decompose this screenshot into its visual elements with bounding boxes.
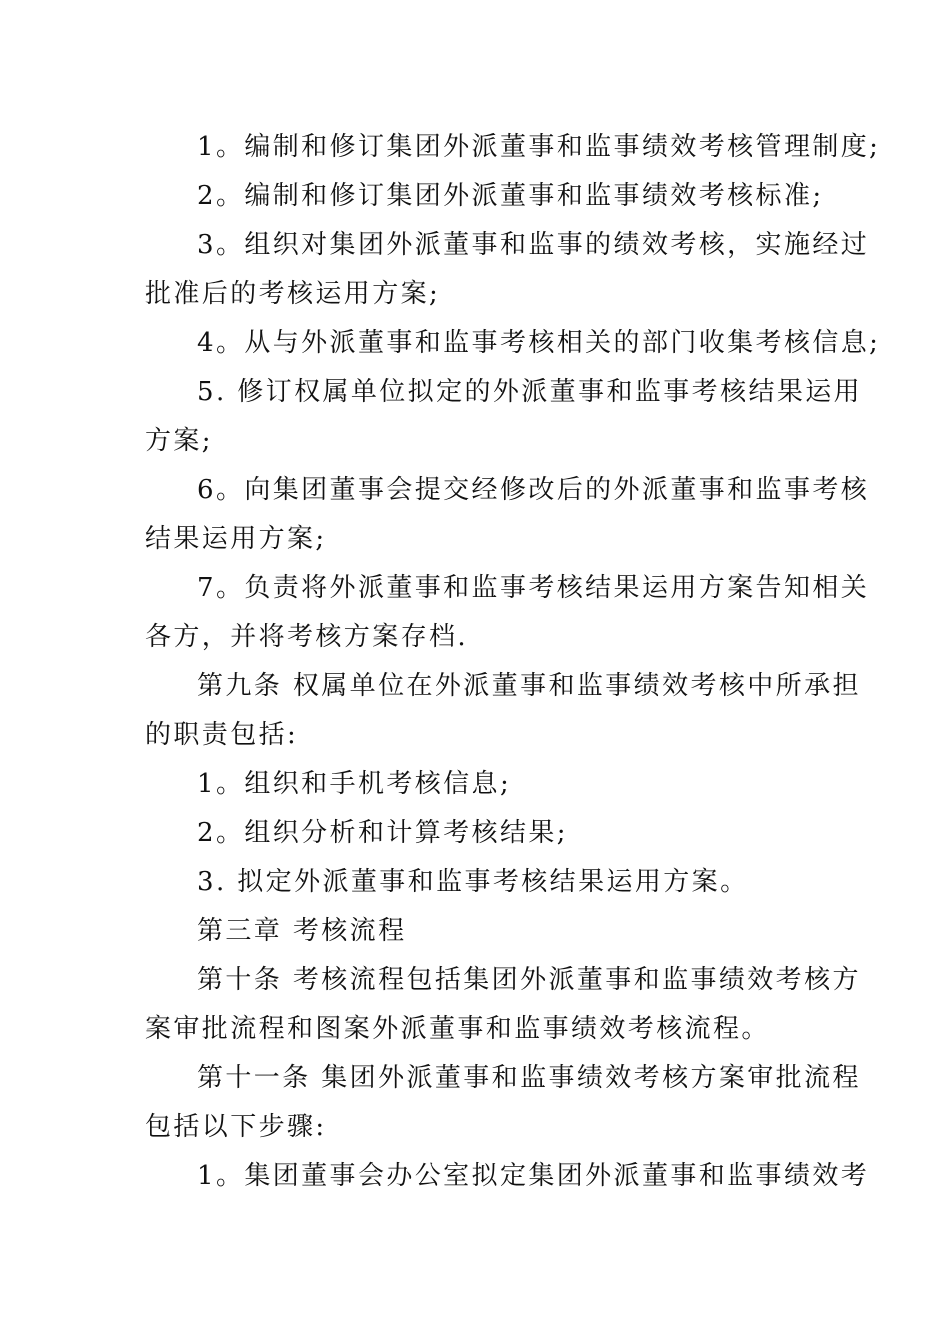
paragraph-duty-1 bbox=[145, 123, 881, 172]
text-line: 第十一条 集团外派董事和监事绩效考核方案审批流程 bbox=[197, 1063, 861, 1093]
text-line: 3. 拟定外派董事和监事考核结果运用方案。 bbox=[197, 867, 749, 897]
text-line: 第九条 权属单位在外派董事和监事绩效考核中所承担 bbox=[197, 671, 861, 701]
paragraph-step-1 bbox=[145, 1152, 870, 1201]
text-line: 3。组织对集团外派董事和监事的绩效考核，实施经过 bbox=[197, 230, 870, 260]
article-9 bbox=[145, 662, 861, 760]
paragraph-duty-5 bbox=[145, 368, 863, 466]
text-line: 结果运用方案; bbox=[145, 524, 327, 554]
text-line: 6。向集团董事会提交经修改后的外派董事和监事考核 bbox=[197, 475, 870, 505]
chapter-3-heading bbox=[145, 907, 811, 956]
text-line: 包括以下步骤: bbox=[145, 1112, 327, 1142]
text-line: 1。组织和手机考核信息; bbox=[197, 769, 512, 799]
paragraph-duty-3 bbox=[145, 221, 870, 319]
text-line: 2。组织分析和计算考核结果; bbox=[197, 818, 568, 848]
paragraph-duty-6 bbox=[145, 466, 870, 564]
paragraph-unit-duty-1 bbox=[145, 760, 811, 809]
text-line: 4。从与外派董事和监事考核相关的部门收集考核信息; bbox=[197, 328, 881, 358]
text-line: 7。负责将外派董事和监事考核结果运用方案告知相关 bbox=[197, 573, 870, 603]
text-line: 2。编制和修订集团外派董事和监事绩效考核标准; bbox=[197, 181, 824, 211]
text-line: 第十条 考核流程包括集团外派董事和监事绩效考核方 bbox=[197, 965, 861, 995]
text-line: 1。编制和修订集团外派董事和监事绩效考核管理制度; bbox=[197, 132, 881, 162]
text-line: 各方，并将考核方案存档. bbox=[145, 622, 469, 652]
paragraph-unit-duty-2 bbox=[145, 809, 811, 858]
text-line: 批准后的考核运用方案; bbox=[145, 279, 441, 309]
text-line: 1。集团董事会办公室拟定集团外派董事和监事绩效考 bbox=[197, 1161, 870, 1191]
paragraph-duty-4 bbox=[145, 319, 881, 368]
text-line: 的职责包括: bbox=[145, 720, 299, 750]
paragraph-unit-duty-3 bbox=[145, 858, 811, 907]
paragraph-duty-7 bbox=[145, 564, 870, 662]
text-line: 第三章 考核流程 bbox=[197, 916, 407, 946]
text-line: 5. 修订权属单位拟定的外派董事和监事考核结果运用 bbox=[197, 377, 863, 407]
text-line: 案审批流程和图案外派董事和监事绩效考核流程。 bbox=[145, 1014, 770, 1044]
article-11 bbox=[145, 1054, 861, 1152]
article-10 bbox=[145, 956, 861, 1054]
paragraph-duty-2 bbox=[145, 172, 824, 221]
document-body bbox=[145, 123, 881, 1201]
text-line: 方案; bbox=[145, 426, 213, 456]
